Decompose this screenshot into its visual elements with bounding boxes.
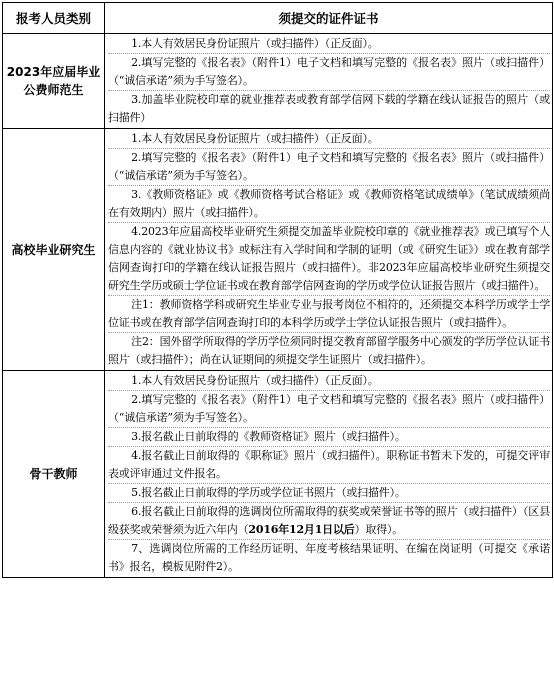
list-item: 1.本人有效居民身份证照片（或扫描件）（正反面）。 <box>131 374 379 387</box>
table-row <box>3 34 553 129</box>
category-cell: 2023年应届毕业公费师范生 <box>3 34 105 129</box>
list-item: 5.报名截止日前取得的学历或学位证书照片（或扫描件）。 <box>108 483 550 502</box>
list-item: 4.2023年应届高校毕业研究生须提交加盖毕业院校印章的《就业推荐表》或已填写个人信息内容的《就业协议书》或标注有入学时间和学制的证明（或《研究生证》）或在教育部学信网查询打印的学籍在线认证报告照片（或扫描件）。非2023年应届高校毕业研究生须提交研究生学历或硕士学位证书或在教育部学信网查询的学历或学位认证报告照片（或扫描件）。 <box>108 222 550 295</box>
table-row <box>3 129 553 371</box>
list-item-tail: ）取得）。 <box>354 523 404 536</box>
list-item: 1.本人有效居民身份证照片（或扫描件）（正反面）。 <box>131 132 379 145</box>
list-item: 3.加盖毕业院校印章的就业推荐表或教育部学信网下载的学籍在线认证报告的照片（或扫描件） <box>108 90 550 127</box>
list-item: 7、选调岗位所需的工作经历证明、年度考核结果证明、在编在岗证明（可提交《承诺书》报名，模板见附件2）。 <box>108 539 550 576</box>
category-cell: 骨干教师 <box>3 371 105 578</box>
list-item: 1.本人有效居民身份证照片（或扫描件）（正反面）。 <box>131 37 379 50</box>
table-row <box>3 371 553 578</box>
list-item: 3.《教师资格证》或《教师资格考试合格证》或《教师资格笔试成绩单》（笔试成绩须尚在有效期内）照片（或扫描件）。 <box>108 185 550 222</box>
list-item: 2.填写完整的《报名表》（附件1）电子文档和填写完整的《报名表》照片（或扫描件）（“诚信承诺”须为手写签名）。 <box>108 148 550 185</box>
list-item: 4.报名截止日前取得的《职称证》照片（或扫描件）。职称证书暂未下发的，可提交评审表或评审通过文件报名。 <box>108 446 550 483</box>
category-cell: 高校毕业研究生 <box>3 129 105 371</box>
documents-cell <box>105 129 553 371</box>
documents-cell <box>105 371 553 578</box>
header-documents: 须提交的证件证书 <box>105 3 553 34</box>
date-emphasis: 2016年12月1日以后 <box>248 523 355 536</box>
requirements-table <box>2 2 553 578</box>
list-item-text: 6.报名截止日前取得的选调岗位所需取得的获奖或荣誉证书等的照片（或扫描件）（区县级获奖或荣誉须为近六年内（ <box>108 505 550 536</box>
list-item: 2.填写完整的《报名表》（附件1）电子文档和填写完整的《报名表》照片（或扫描件）（“诚信承诺”须为手写签名）。 <box>108 53 550 90</box>
list-item: 3.报名截止日前取得的《教师资格证》照片（或扫描件）。 <box>108 427 550 446</box>
documents-cell <box>105 34 553 129</box>
header-row <box>3 3 553 34</box>
list-item <box>108 502 550 539</box>
note-item: 注2：国外留学所取得的学历学位须同时提交教育部留学服务中心颁发的学历学位认证书照片（或扫描件）；尚在认证期间的须提交学生证照片（或扫描件）。 <box>108 332 550 369</box>
header-category: 报考人员类别 <box>3 3 105 34</box>
list-item: 2.填写完整的《报名表》（附件1）电子文档和填写完整的《报名表》照片（或扫描件）（“诚信承诺”须为手写签名）。 <box>108 390 550 427</box>
note-item: 注1：教师资格学科或研究生毕业专业与报考岗位不相符的，还须提交本科学历或学士学位证书或在教育部学信网查询打印的本科学历或学士学位认证报告照片（或扫描件）。 <box>108 295 550 332</box>
